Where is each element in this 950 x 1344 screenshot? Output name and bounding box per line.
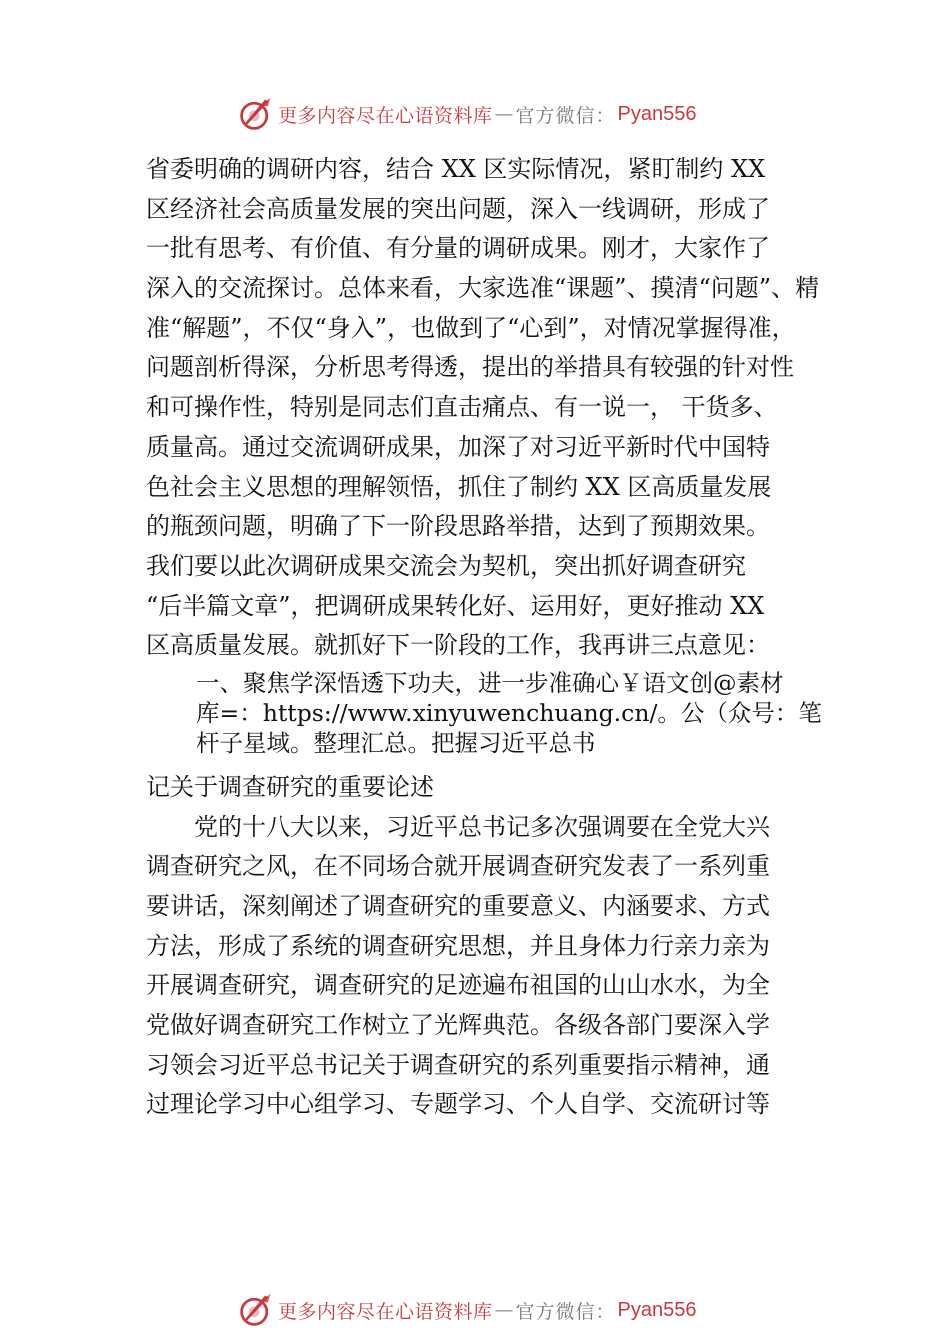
paragraph-1: [146, 150, 836, 666]
text-line: 区经济社会高质量发展的突出问题，深入一线调研，形成了: [146, 194, 770, 223]
banner-wechat-id: Pyan556: [617, 102, 697, 125]
heading-line: 库=：https://www.xinyuwenchuang.cn/。公（众号：笔: [196, 698, 822, 727]
text-line: 调查研究之风，在不同场合就开展调查研究发表了一系列重: [146, 852, 770, 881]
section-heading: [146, 668, 836, 758]
quill-logo-icon: [238, 1292, 274, 1328]
text-line: 要讲话，深刻阐述了调查研究的重要意义、内涵要求、方式: [146, 892, 770, 920]
text-line: 我们要以此次调研成果交流会为契机，突出抓好调查研究: [146, 551, 746, 580]
heading-line: 一、聚焦学深悟透下功夫，进一步准确心￥语文创@素材: [196, 668, 784, 697]
banner-official-label: 官方微信：: [515, 104, 616, 127]
banner-dash: —: [494, 1299, 514, 1321]
text-line: 和可操作性，特别是同志们直击痛点、有一说一， 干货多、: [146, 393, 778, 422]
text-line: 方法，形成了系统的调查研究思想，并且身体力行亲力亲为: [146, 931, 770, 960]
footer-banner: [238, 1290, 758, 1330]
banner-official-label: 官方微信：: [515, 1300, 616, 1323]
section-heading-tail: 记关于调查研究的重要论述: [146, 772, 434, 801]
text-line: 省委明确的调研内容，结合 XX 区实际情况，紧盯制约 XX: [146, 155, 766, 183]
text-line: 质量高。通过交流调研成果，加深了对习近平新时代中国特: [146, 432, 770, 461]
heading-line: 杆子星域。整理汇总。把握习近平总书: [196, 728, 596, 757]
text-line: 党做好调查研究工作树立了光辉典范。各级各部门要深入学: [146, 1011, 770, 1040]
text-line: 区高质量发展。就抓好下一阶段的工作，我再讲三点意见：: [146, 631, 770, 660]
text-line: 一批有思考、有价值、有分量的调研成果。刚才，大家作了: [146, 234, 770, 263]
text-line: 准“解题”，不仅“身入”，也做到了“心到”，对情况掌握得准，: [146, 313, 796, 342]
quill-logo-icon: [238, 96, 274, 132]
header-banner: [238, 94, 758, 134]
text-line: 色社会主义思想的理解领悟，抓住了制约 XX 区高质量发展: [146, 472, 772, 501]
text-line: 的瓶颈问题，明确了下一阶段思路举措，达到了预期效果。: [146, 512, 770, 541]
text-line: 习领会习近平总书记关于调查研究的系列重要指示精神，通: [146, 1050, 770, 1079]
text-line: 过理论学习中心组学习、专题学习、个人自学、交流研讨等: [146, 1090, 770, 1119]
banner-text: 更多内容尽在心语资料库: [278, 1300, 493, 1323]
document-body: [146, 150, 836, 1125]
banner-text: 更多内容尽在心语资料库: [278, 104, 493, 127]
text-line: “后半篇文章”，把调研成果转化好、运用好，更好推动 XX: [146, 591, 765, 620]
banner-dash: —: [494, 103, 514, 125]
banner-wechat-id: Pyan556: [617, 1298, 697, 1321]
text-line: 开展调查研究，调查研究的足迹遍布祖国的山山水水，为全: [146, 971, 770, 1000]
text-line: 深入的交流探讨。总体来看，大家选准“课题”、摸清“问题”、精: [146, 274, 820, 303]
text-line: 党的十八大以来，习近平总书记多次强调要在全党大兴: [146, 812, 770, 841]
paragraph-2: [146, 808, 836, 1126]
text-line: 问题剖析得深，分析思考得透，提出的举措具有较强的针对性: [146, 353, 794, 382]
